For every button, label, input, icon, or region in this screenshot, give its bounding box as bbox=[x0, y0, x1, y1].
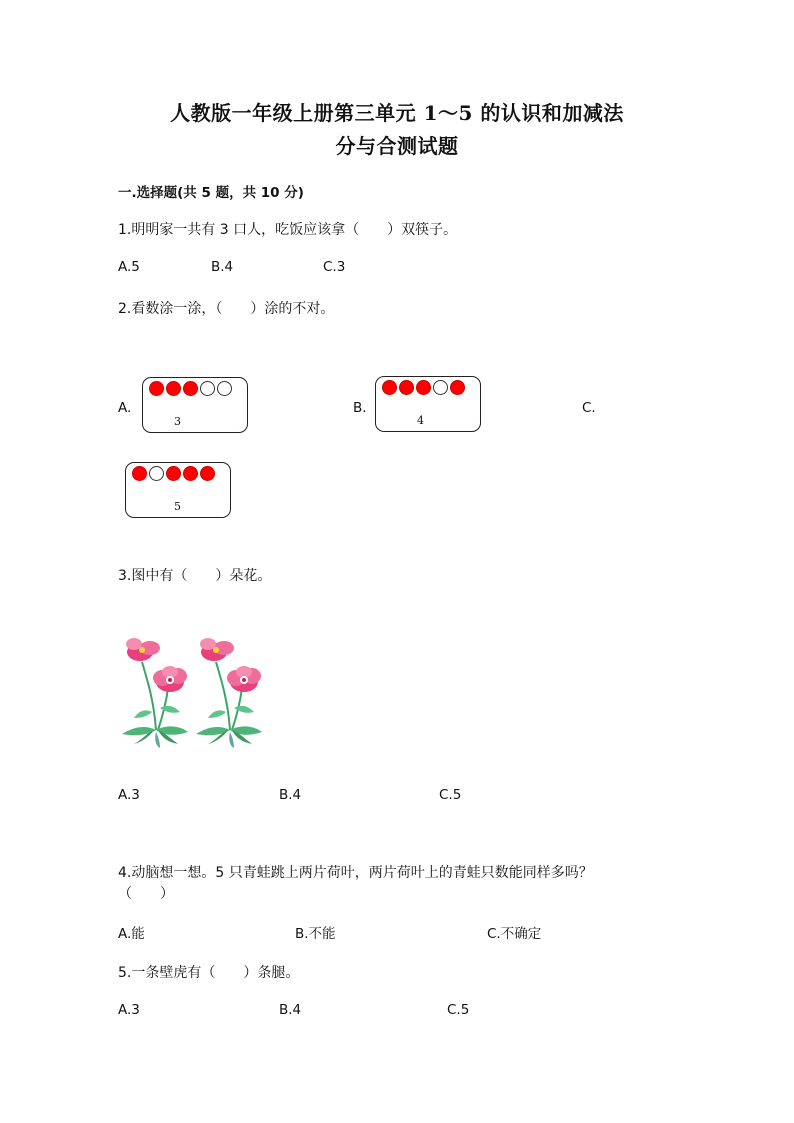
question-5-text: 5.一条壁虎有（ ）条腿。 bbox=[118, 965, 300, 981]
question-4-paren: （ ） bbox=[118, 886, 174, 902]
question-4-text: 4.动脑想一想。5 只青蛙跳上两片荷叶，两片荷叶上的青蛙只数能同样多吗？ bbox=[118, 865, 593, 881]
filled-dot bbox=[450, 380, 465, 395]
dot-row-a bbox=[149, 381, 232, 396]
q1-option-b[interactable]: B.4 bbox=[211, 259, 234, 275]
filled-dot bbox=[183, 466, 198, 481]
q5-option-b[interactable]: B.4 bbox=[279, 1002, 302, 1018]
q2-box-a[interactable] bbox=[142, 377, 248, 433]
q3-option-c[interactable]: C.5 bbox=[439, 787, 462, 803]
filled-dot bbox=[149, 381, 164, 396]
q5-option-a[interactable]: A.3 bbox=[118, 1002, 140, 1018]
q2-box-b[interactable] bbox=[375, 376, 481, 432]
filled-dot bbox=[166, 466, 181, 481]
section-header: 一.选择题(共 5 题，共 10 分) bbox=[118, 185, 304, 201]
empty-dot bbox=[217, 381, 232, 396]
dot-row-c bbox=[132, 466, 215, 481]
title-line-2: 分与合测试题 bbox=[335, 134, 459, 158]
q4-option-c[interactable]: C.不确定 bbox=[487, 926, 542, 942]
question-3-text: 3.图中有（ ）朵花。 bbox=[118, 568, 272, 584]
filled-dot bbox=[399, 380, 414, 395]
q2-option-b-label[interactable]: B. bbox=[353, 400, 367, 416]
q1-option-a[interactable]: A.5 bbox=[118, 259, 140, 275]
title-line-1: 人教版一年级上册第三单元 1～5 的认识和加减法 bbox=[170, 101, 624, 125]
q2-box-c[interactable] bbox=[125, 462, 231, 518]
q1-option-c[interactable]: C.3 bbox=[323, 259, 346, 275]
q4-option-b[interactable]: B.不能 bbox=[295, 926, 336, 942]
empty-dot bbox=[433, 380, 448, 395]
empty-dot bbox=[200, 381, 215, 396]
filled-dot bbox=[382, 380, 397, 395]
q2-option-c-label[interactable]: C. bbox=[582, 400, 596, 416]
filled-dot bbox=[166, 381, 181, 396]
empty-dot bbox=[149, 466, 164, 481]
dot-row-b bbox=[382, 380, 465, 395]
q5-option-c[interactable]: C.5 bbox=[447, 1002, 470, 1018]
q3-option-b[interactable]: B.4 bbox=[279, 787, 302, 803]
q2-option-a-label[interactable]: A. bbox=[118, 400, 132, 416]
filled-dot bbox=[200, 466, 215, 481]
filled-dot bbox=[416, 380, 431, 395]
q4-option-a[interactable]: A.能 bbox=[118, 926, 145, 942]
question-2-text: 2.看数涂一涂，（ ）涂的不对。 bbox=[118, 301, 335, 317]
box-c-number: 5 bbox=[174, 500, 181, 513]
q3-option-a[interactable]: A.3 bbox=[118, 787, 140, 803]
box-b-number: 4 bbox=[417, 414, 424, 427]
filled-dot bbox=[132, 466, 147, 481]
question-1-text: 1.明明家一共有 3 口人，吃饭应该拿（ ）双筷子。 bbox=[118, 222, 458, 238]
box-a-number: 3 bbox=[174, 415, 181, 428]
filled-dot bbox=[183, 381, 198, 396]
flower-illustration-icon bbox=[118, 632, 268, 750]
